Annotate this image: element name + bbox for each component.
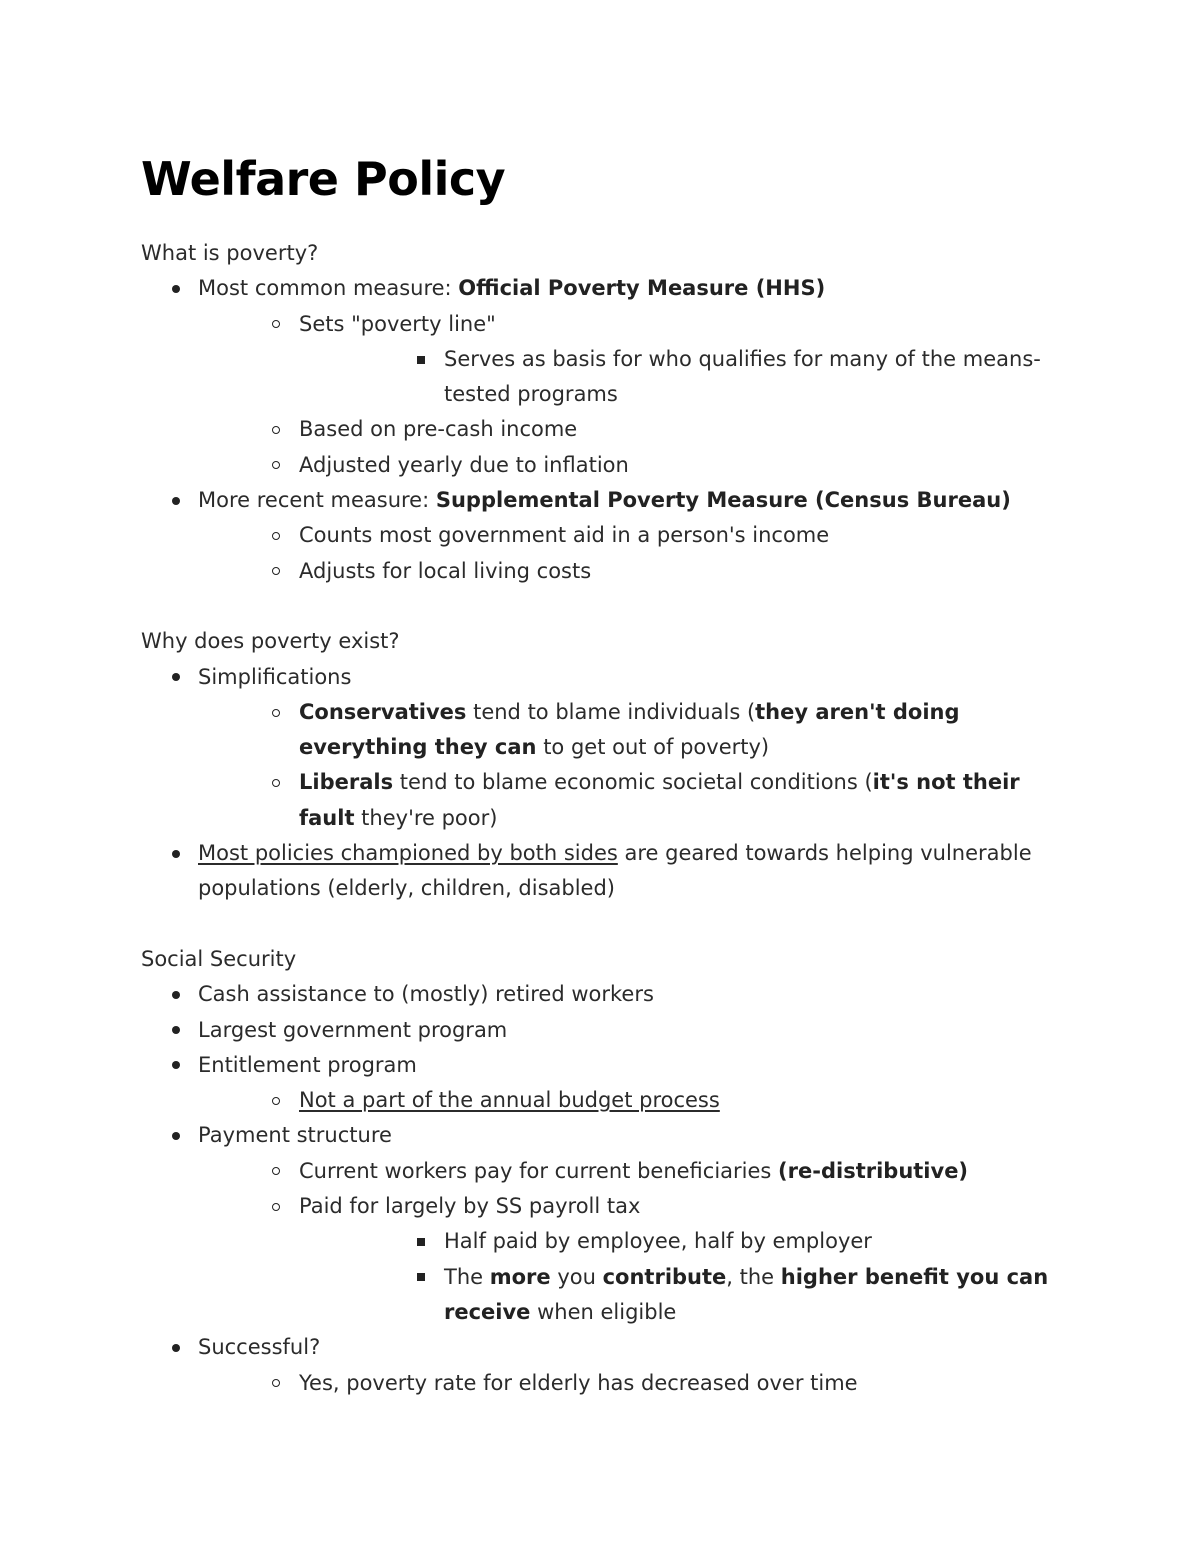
list-item: Yes, poverty rate for elderly has decreased over time: [198, 1366, 1071, 1401]
list-item: More recent measure: Supplemental Poverty Measure (Census Bureau) Counts most government aid in a person's income Adjusts for local living costs: [141, 483, 1071, 589]
list-item: The more you contribute, the higher benefit you can receive when eligible: [299, 1260, 1071, 1331]
list-item: Based on pre-cash income: [198, 412, 1071, 447]
bullet-square-icon: [417, 1224, 425, 1259]
page-title: Welfare Policy: [141, 152, 506, 206]
list-item: Cash assistance to (mostly) retired workers: [141, 977, 1071, 1012]
list-social-security: [141, 977, 1071, 1401]
bullet-dot-icon: [172, 1118, 180, 1153]
list-why-poverty: [141, 660, 1071, 907]
bullet-circle-icon: [272, 1189, 280, 1224]
list-item: Counts most government aid in a person's income: [198, 518, 1071, 553]
list-item: Most policies championed by both sides are geared towards helping vulnerable populations (elderly, children, disabled): [141, 836, 1071, 907]
list-item: Not a part of the annual budget process: [198, 1083, 1071, 1118]
list-item: Successful? Yes, poverty rate for elderly has decreased over time: [141, 1330, 1071, 1401]
section-heading-poverty: What is poverty?: [141, 241, 319, 265]
bullet-circle-icon: [272, 448, 280, 483]
bullet-circle-icon: [272, 412, 280, 447]
bullet-dot-icon: [172, 483, 180, 518]
bullet-circle-icon: [272, 518, 280, 553]
bullet-square-icon: [417, 342, 425, 377]
bullet-circle-icon: [272, 307, 280, 342]
list-item: Largest government program: [141, 1013, 1071, 1048]
bullet-square-icon: [417, 1260, 425, 1295]
bullet-circle-icon: [272, 554, 280, 589]
document-page: [141, 148, 1071, 1401]
bullet-dot-icon: [172, 836, 180, 871]
section-heading-social-security: Social Security: [141, 946, 297, 971]
bullet-circle-icon: [272, 1154, 280, 1189]
bullet-dot-icon: [172, 977, 180, 1012]
list-item: Half paid by employee, half by employer: [299, 1224, 1071, 1259]
list-item: Paid for largely by SS payroll tax Half paid by employee, half by employer The more you contribute, the higher benefit you can receive when eligible: [198, 1189, 1071, 1330]
bullet-dot-icon: [172, 1330, 180, 1365]
bullet-dot-icon: [172, 1013, 180, 1048]
list-item: Adjusted yearly due to inflation: [198, 448, 1071, 483]
bullet-dot-icon: [172, 660, 180, 695]
bullet-circle-icon: [272, 1366, 280, 1401]
bullet-circle-icon: [272, 695, 280, 730]
bullet-circle-icon: [272, 1083, 280, 1118]
list-item: Most common measure: Official Poverty Measure (HHS) Sets "poverty line" Serves as basis for who qualifies for many of the means-tested programs Based on pre-cash income Adjusted yearly due to inflation: [141, 271, 1071, 483]
list-item: Adjusts for local living costs: [198, 554, 1071, 589]
list-item: Sets "poverty line" Serves as basis for who qualifies for many of the means-tested programs: [198, 307, 1071, 413]
list-item: Serves as basis for who qualifies for many of the means-tested programs: [299, 342, 1071, 413]
section-heading-why-poverty: Why does poverty exist?: [141, 629, 400, 654]
list-item: Simplifications Conservatives tend to blame individuals (they aren't doing everything they can to get out of poverty) Liberals tend to blame economic societal conditions (it's not their fault they're poor): [141, 660, 1071, 836]
list-item: Payment structure Current workers pay for current beneficiaries (re-distributive) Paid for largely by SS payroll tax Half paid by employee, half by employer The more you contribute, the higher benefit you can receive when eligible: [141, 1118, 1071, 1330]
list-item: Entitlement program Not a part of the annual budget process: [141, 1048, 1071, 1119]
bullet-circle-icon: [272, 765, 280, 800]
list-item: Current workers pay for current beneficiaries (re-distributive): [198, 1154, 1071, 1189]
bullet-dot-icon: [172, 1048, 180, 1083]
list-item: Conservatives tend to blame individuals (they aren't doing everything they can to get out of poverty): [198, 695, 1071, 766]
bullet-dot-icon: [172, 271, 180, 306]
list-item: Liberals tend to blame economic societal conditions (it's not their fault they're poor): [198, 765, 1071, 836]
list-poverty: [141, 271, 1071, 589]
